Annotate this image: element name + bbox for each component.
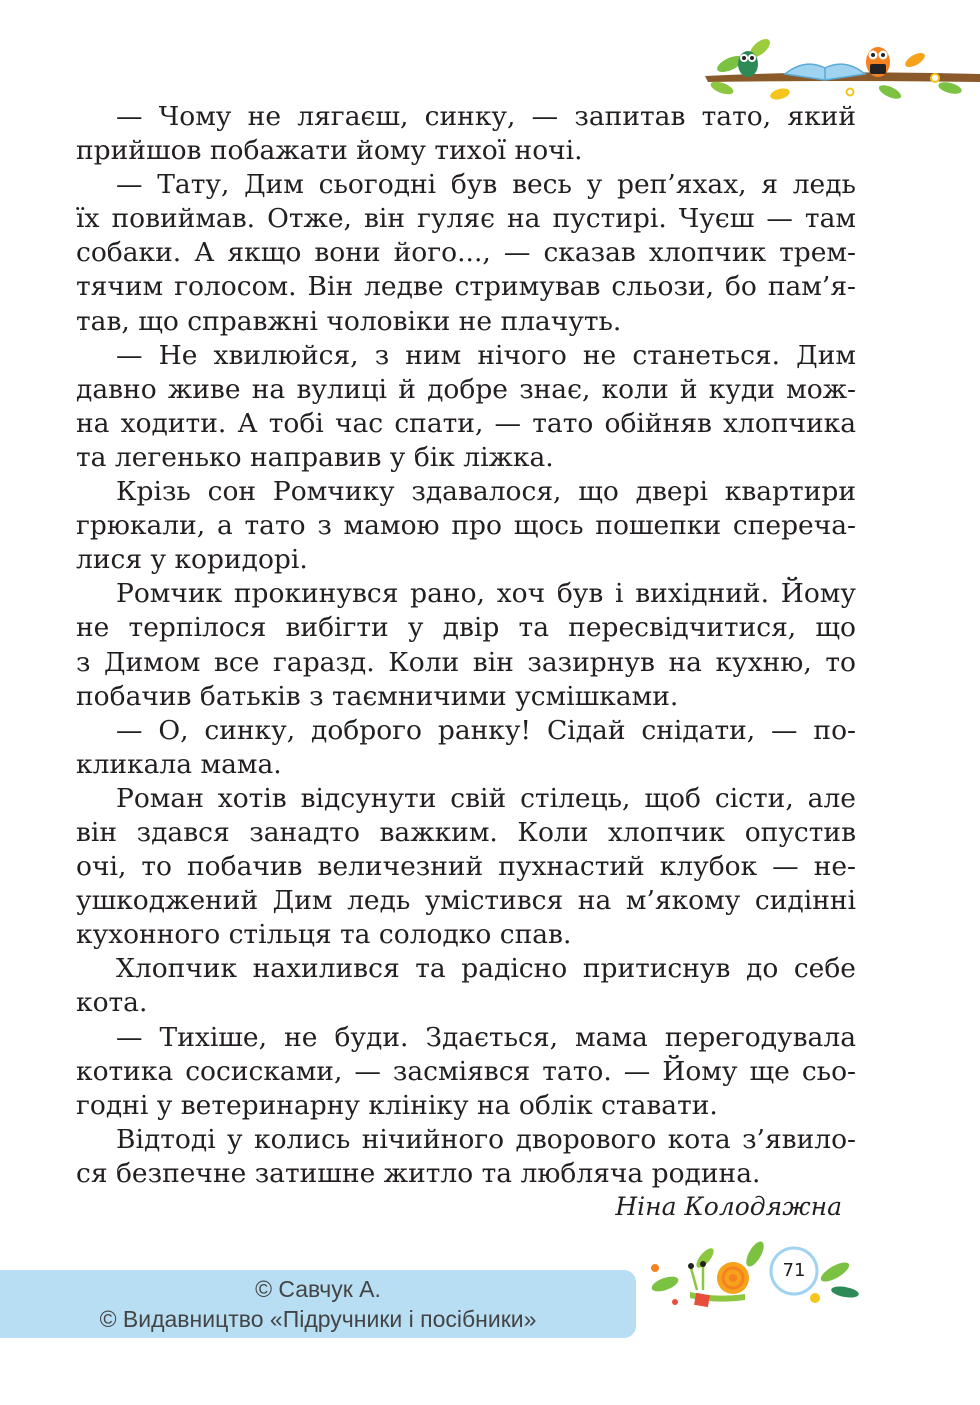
snail-flowers-icon (645, 1232, 860, 1312)
text-line: прийшов побажати йому тихої ночі. (76, 135, 583, 167)
text-line: побачив батьків з таємничими усмішками. (76, 680, 679, 712)
text-line: — Чому не лягаєш, синку, — запитав тато, який (116, 101, 856, 132)
owls-on-branch-icon (700, 30, 980, 110)
text-line: — О, синку, доброго ранку! Сідай снідати, — по- (116, 714, 856, 746)
copyright-publisher: © Видавництво «Підручники і посібники» (99, 1306, 537, 1332)
text-line: не терпілося вибігти у двір та пересвідчитися, що (76, 612, 856, 644)
story-text (76, 100, 856, 1191)
text-line: ушкоджений Дим ледь умістився на м’якому сидінні (76, 885, 856, 917)
text-line: з Димом все гаразд. Коли він зазирнув на кухню, то (76, 646, 856, 678)
copyright-author: © Савчук А. (255, 1276, 381, 1302)
text-line: — Тихіше, не буди. Здається, мама перегодувала (116, 1021, 856, 1053)
text-line: він здався занадто важким. Коли хлопчик опустив (76, 816, 856, 848)
text-line: ся безпечне затишне житло та любляча родина. (76, 1157, 761, 1189)
text-line: кликала мама. (76, 748, 282, 780)
text-line: собаки. А якщо вони його..., — сказав хлопчик трем- (76, 237, 856, 269)
text-line: кота. (76, 987, 148, 1019)
page-number: 71 (782, 1260, 806, 1281)
text-line: лися у коридорі. (76, 544, 308, 576)
text-line: давно живе на вулиці й добре знає, коли й куди мож- (76, 373, 856, 405)
text-line: кухонного стільця та солодко спав. (76, 919, 572, 951)
text-line: очі, то побачив величезний пухнастий клубок — не- (76, 851, 856, 883)
text-line: Ромчик прокинувся рано, хоч був і вихідний. Йому (116, 578, 856, 610)
text-line: на ходити. А тобі час спати, — тато обійняв хлопчика (76, 407, 856, 439)
author-name: Ніна Колодяжна (615, 1192, 842, 1221)
text-line: грюкали, а тато з мамою про щось пошепки спереча- (76, 510, 856, 542)
text-line: котика сосисками, — засміявся тато. — Йому ще сьо- (76, 1055, 856, 1087)
copyright-banner (0, 1270, 636, 1338)
text-line: тав, що справжні чоловіки не плачуть. (76, 305, 622, 337)
text-line: — Не хвилюйся, з ним нічого не станеться. Дим (116, 339, 856, 371)
text-line: годні у ветеринарну клініку на облік ставати. (76, 1089, 718, 1121)
text-line: Роман хотів відсунути свій стілець, щоб сісти, але (116, 782, 856, 814)
text-line: їх повиймав. Отже, він гуляє на пустирі. Чуєш — там (76, 203, 856, 235)
text-line: — Тату, Дим сьогодні був весь у реп’яхах, я ледь (116, 169, 856, 201)
text-line: Крізь сон Ромчику здавалося, що двері квартири (116, 476, 856, 508)
text-line: та легенько направив у бік ліжка. (76, 441, 554, 473)
text-line: Відтоді у колись нічийного дворового кота з’явило- (116, 1123, 856, 1155)
text-line: тячим голосом. Він ледве стримував сльози, бо пам’я- (76, 271, 856, 303)
text-line: Хлопчик нахилився та радісно притиснув до себе (116, 953, 856, 985)
